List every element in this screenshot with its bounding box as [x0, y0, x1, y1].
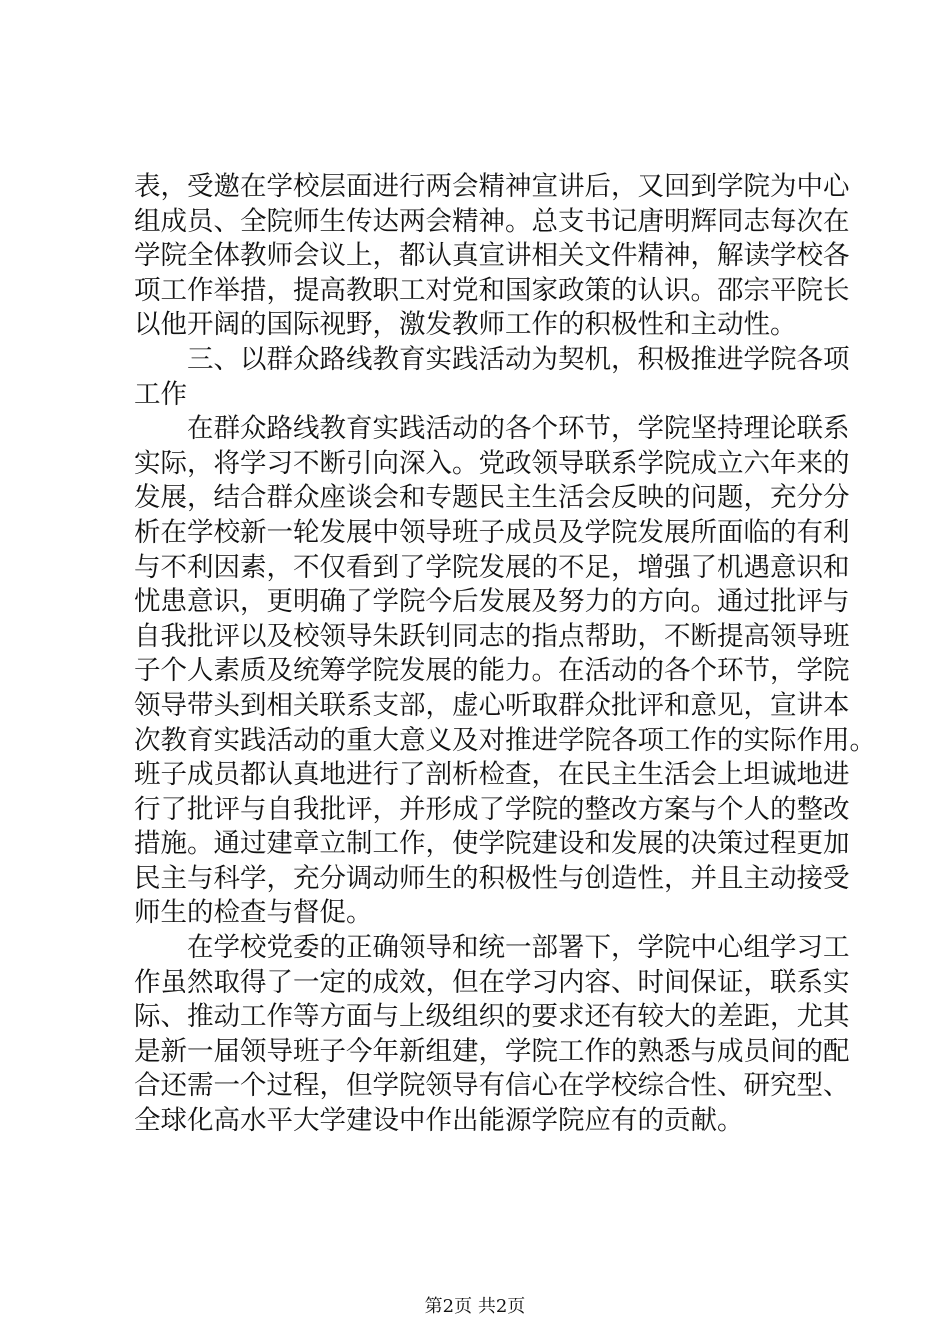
text-line: 子个人素质及统筹学院发展的能力。在活动的各个环节，学院: [134, 655, 850, 687]
text-line: 以他开阔的国际视野，激发教师工作的积极性和主动性。: [134, 309, 797, 341]
text-line: 组成员、全院师生传达两会精神。总支书记唐明辉同志每次在: [134, 205, 850, 237]
text-line: 在学校党委的正确领导和统一部署下，学院中心组学习工: [187, 932, 850, 964]
text-line: 学院全体教师会议上，都认真宣讲相关文件精神，解读学校各: [134, 240, 850, 272]
document-body: [134, 170, 876, 1139]
page-footer: 第2页 共2页: [424, 1296, 526, 1317]
text-line: 表，受邀在学校层面进行两会精神宣讲后，又回到学院为中心: [134, 171, 850, 202]
text-line: 作虽然取得了一定的成效，但在学习内容、时间保证，联系实: [134, 966, 850, 998]
text-line: 民主与科学，充分调动师生的积极性与创造性，并且主动接受: [134, 862, 850, 894]
text-line: 措施。通过建章立制工作，使学院建设和发展的决策过程更加: [134, 828, 850, 860]
text-line: 次教育实践活动的重大意义及对推进学院各项工作的实际作用。: [134, 724, 876, 756]
text-line: 项工作举措，提高教职工对党和国家政策的认识。邵宗平院长: [134, 274, 850, 306]
text-line: 自我批评以及校领导朱跃钊同志的指点帮助，不断提高领导班: [134, 620, 850, 652]
text-line: 合还需一个过程，但学院领导有信心在学校综合性、研究型、: [134, 1070, 850, 1102]
text-line: 际、推动工作等方面与上级组织的要求还有较大的差距，尤其: [134, 1001, 850, 1033]
text-line: 在群众路线教育实践活动的各个环节，学院坚持理论联系: [187, 413, 850, 445]
text-line: 实际，将学习不断引向深入。党政领导联系学院成立六年来的: [134, 447, 850, 479]
text-line: 全球化高水平大学建设中作出能源学院应有的贡献。: [134, 1105, 744, 1137]
text-line: 工作: [134, 378, 187, 410]
text-line: 行了批评与自我批评，并形成了学院的整改方案与个人的整改: [134, 793, 850, 825]
text-line: 领导带头到相关联系支部，虚心听取群众批评和意见，宣讲本: [134, 689, 850, 721]
text-line: 三、以群众路线教育实践活动为契机，积极推进学院各项: [187, 343, 850, 375]
text-line: 师生的检查与督促。: [134, 897, 373, 929]
text-line: 与不利因素，不仅看到了学院发展的不足，增强了机遇意识和: [134, 551, 850, 583]
text-line: 班子成员都认真地进行了剖析检查，在民主生活会上坦诚地进: [134, 759, 850, 791]
text-line: 发展，结合群众座谈会和专题民主生活会反映的问题，充分分: [134, 482, 850, 514]
text-line: 析在学校新一轮发展中领导班子成员及学院发展所面临的有利: [134, 516, 850, 548]
text-line: 是新一届领导班子今年新组建，学院工作的熟悉与成员间的配: [134, 1035, 850, 1067]
text-line: 忧患意识，更明确了学院今后发展及努力的方向。通过批评与: [134, 586, 850, 618]
